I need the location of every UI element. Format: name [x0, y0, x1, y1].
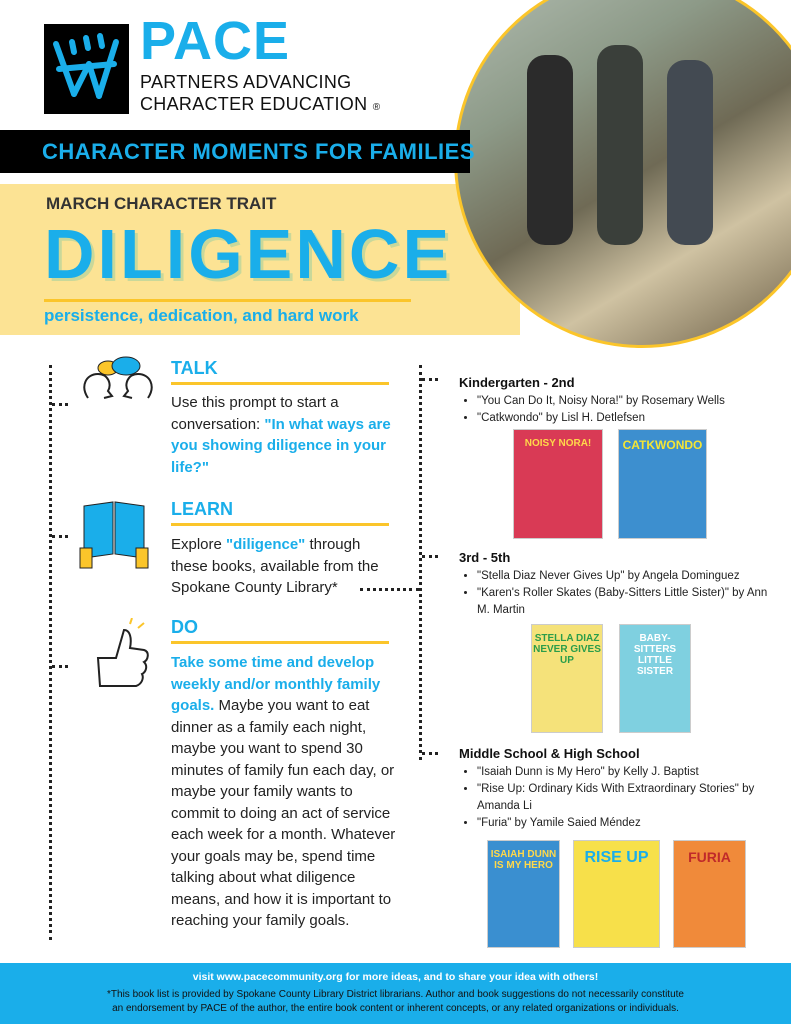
- book-group-35: [459, 550, 779, 619]
- do-heading: DO: [171, 617, 198, 637]
- logo-subtitle: PARTNERS ADVANCING: [140, 72, 352, 92]
- divider: [171, 641, 389, 644]
- trait-name: DILIGENCE: [44, 215, 453, 293]
- dotted-line: [422, 555, 438, 558]
- book-cover: STELLA DIAZ NEVER GIVES UP: [531, 624, 603, 733]
- book-cover: FURIA: [673, 840, 746, 948]
- dotted-line: [419, 365, 422, 760]
- family-photo: [452, 0, 791, 370]
- thumbs-up-icon: [86, 618, 152, 704]
- dotted-line: [422, 378, 438, 381]
- book-item: • "Stella Diaz Never Gives Up" by Angela Dominguez: [477, 568, 779, 585]
- book-item: • "You Can Do It, Noisy Nora!" by Rosemary Wells: [477, 393, 779, 410]
- book-item: • "Furia" by Yamile Saied Méndez: [477, 815, 779, 832]
- talk-heading: TALK: [171, 358, 218, 378]
- book-cover: ISAIAH DUNN IS MY HERO: [487, 840, 560, 948]
- dotted-line: [49, 365, 52, 940]
- book-item: • "Rise Up: Ordinary Kids With Extraordinary Stories" by Amanda Li: [477, 781, 779, 815]
- book-group-k2: [459, 375, 779, 427]
- pace-logo-text: PACE: [140, 11, 291, 71]
- book-item: • "Catkwondo" by Lisl H. Detlefsen: [477, 410, 779, 427]
- learn-text: Explore "diligence" through these books, available from the Spokane County Library*: [171, 536, 379, 596]
- book-cover: CATKWONDO: [618, 429, 707, 539]
- group-heading: Middle School & High School: [459, 746, 640, 761]
- talk-text: Use this prompt to start a conversation: "In what ways are you showing diligence in your life?": [171, 394, 391, 476]
- divider: [171, 382, 389, 385]
- book-cover: NOISY NORA!: [513, 429, 603, 539]
- group-heading: Kindergarten - 2nd: [459, 375, 575, 390]
- dotted-line: [52, 403, 68, 406]
- do-text: Take some time and develop weekly and/or monthly family goals. Maybe you want to eat dinner as a family each night, maybe you want to spend 30 minutes of family fun each day, or maybe your family wants to commit to doing an act of service each week for a month. Whatever your goals may be, spend time talking about what diligence means, and how it is important to reaching your family goals.: [171, 654, 396, 929]
- conversation-icon: [78, 356, 158, 401]
- footer-link-text: visit www.pacecommunity.org for more ideas, and to share your idea with others!: [192, 971, 599, 983]
- dotted-line: [422, 752, 438, 755]
- pace-logo-mark: [44, 24, 129, 114]
- book-group-mshs: [459, 746, 779, 832]
- divider: [44, 299, 411, 302]
- dotted-line: [52, 665, 68, 668]
- divider: [171, 523, 389, 526]
- book-cover: BABY-SITTERS LITTLE SISTER: [619, 624, 691, 733]
- dotted-line: [52, 535, 68, 538]
- trait-label: MARCH CHARACTER TRAIT: [46, 194, 277, 213]
- open-book-icon: [76, 498, 152, 570]
- banner-title: CHARACTER MOMENTS FOR FAMILIES: [42, 139, 475, 164]
- trait-tagline: persistence, dedication, and hard work: [44, 306, 359, 325]
- group-heading: 3rd - 5th: [459, 550, 511, 565]
- footer-disclaimer: *This book list is provided by Spokane County Library District librarians. Author and book suggestions do not necessarily constitute an endorsement by PACE of the author, the entire book content or inherent concepts, or any related organizations or individuals.: [107, 989, 684, 1014]
- logo-subtitle: CHARACTER EDUCATION ®: [140, 94, 381, 114]
- footer: [0, 963, 791, 1024]
- learn-heading: LEARN: [171, 499, 233, 519]
- book-item: • "Isaiah Dunn is My Hero" by Kelly J. Baptist: [477, 764, 779, 781]
- book-item: • "Karen's Roller Skates (Baby-Sitters Little Sister)" by Ann M. Martin: [477, 585, 779, 619]
- book-cover: RISE UP: [573, 840, 660, 948]
